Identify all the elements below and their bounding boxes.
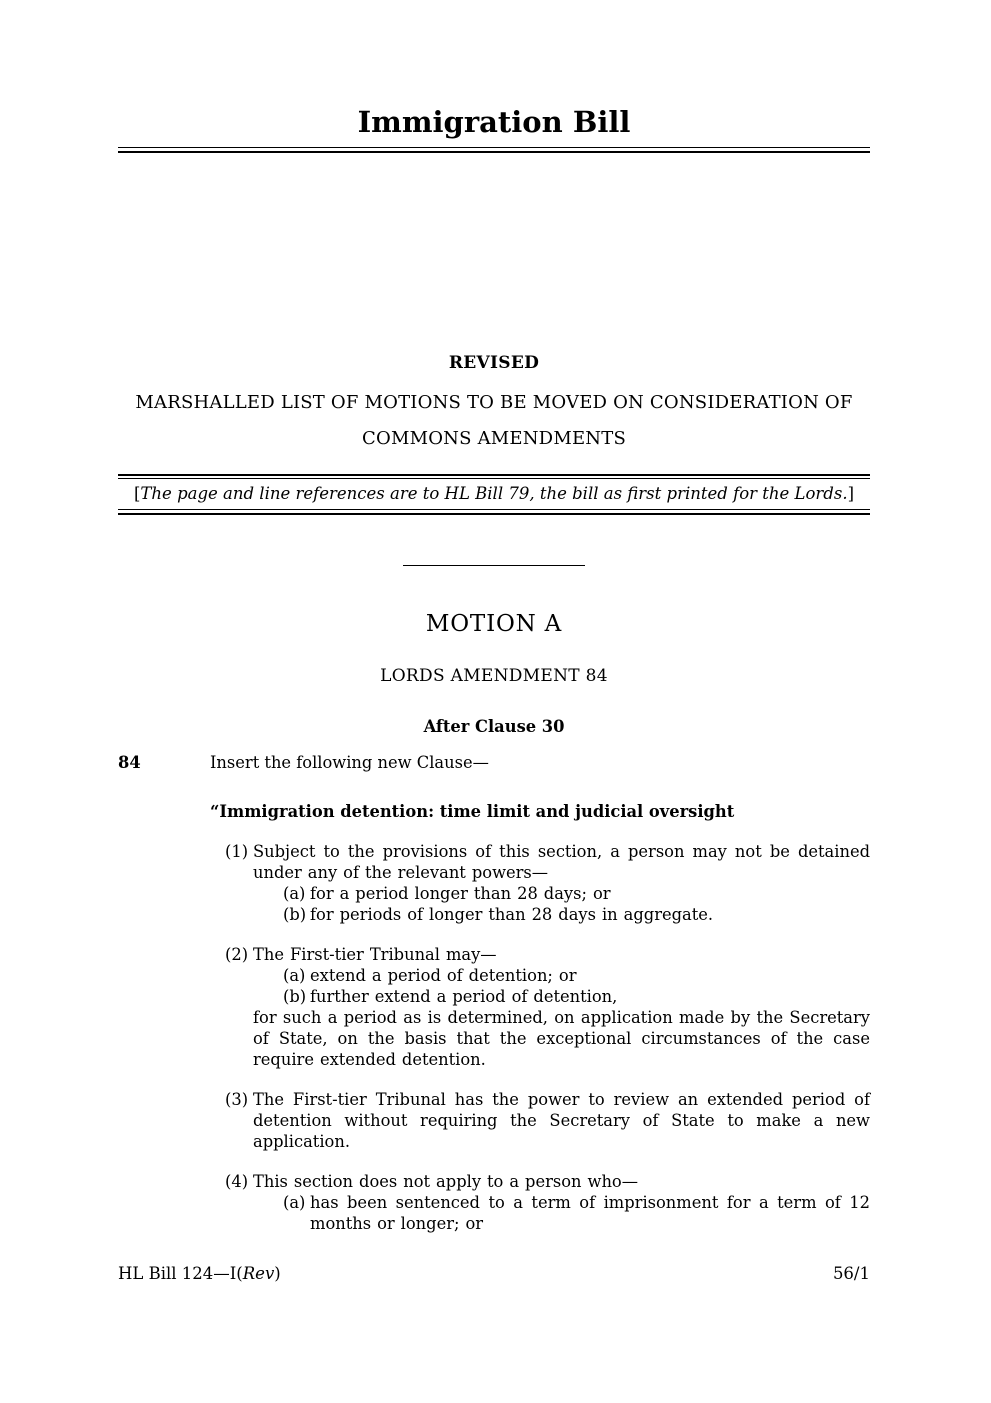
reference-open-bracket: [ [133, 484, 141, 503]
provision-subitem [253, 1192, 870, 1234]
provision-subitem [253, 965, 870, 986]
provision-text: This section does not apply to a person who— [253, 1171, 639, 1191]
subitem-letter: (a) [283, 883, 306, 903]
bill-reference-prefix: HL Bill 124—I( [118, 1264, 243, 1283]
document-subtitle [118, 385, 870, 457]
subtitle-line-2: COMMONS AMENDMENTS [362, 427, 626, 449]
provision-1 [118, 841, 870, 925]
clause-location-heading: After Clause 30 [423, 716, 565, 736]
page-serial-number: 56/1 [832, 1264, 870, 1283]
subitem-letter: (b) [283, 986, 307, 1006]
provisions-list [118, 841, 870, 1234]
amendment-line [118, 752, 870, 773]
title-double-rule [118, 147, 870, 153]
bill-reference-rev: Rev [242, 1264, 275, 1283]
subitem-letter: (b) [283, 904, 307, 924]
provision-subitem [253, 904, 870, 925]
page-footer [118, 1263, 870, 1284]
subtitle-line-1: MARSHALLED LIST OF MOTIONS TO BE MOVED ON CONSIDERATION OF [135, 391, 853, 413]
provision-text: The First-tier Tribunal may— [253, 944, 497, 964]
section-divider-rule [403, 565, 585, 566]
provision-number: (2) [225, 944, 249, 964]
provision-2 [118, 944, 870, 1070]
provision-4 [118, 1171, 870, 1234]
motion-subheading: LORDS AMENDMENT 84 [380, 665, 608, 686]
subitem-text: extend a period of detention; or [310, 965, 577, 985]
subitem-text: for a period longer than 28 days; or [310, 883, 611, 903]
reference-note-text: The page and line references are to HL Bill 79, the bill as first printed for the Lords. [140, 484, 848, 503]
bill-reference-suffix: ) [274, 1264, 281, 1283]
reference-box-bottom-rule [118, 509, 870, 515]
provision-continuation: for such a period as is determined, on application made by the Secretary of State, on the basis that the exceptional circumstances of the case require extended detention. [253, 1007, 870, 1069]
provision-3 [118, 1089, 870, 1152]
subitem-text: further extend a period of detention, [310, 986, 618, 1006]
provision-subitem [253, 986, 870, 1007]
new-clause-title: “Immigration detention: time limit and judicial oversight [210, 801, 735, 821]
provision-number: (4) [225, 1171, 249, 1191]
reference-note [118, 479, 870, 509]
subitem-letter: (a) [283, 965, 306, 985]
motion-heading: MOTION A [425, 610, 563, 637]
subitem-text: has been sentenced to a term of imprisonment for a term of 12 months or longer; or [310, 1192, 870, 1233]
subitem-letter: (a) [283, 1192, 306, 1212]
reference-note-box [118, 474, 870, 515]
provision-number: (3) [225, 1089, 249, 1109]
amendment-instruction: Insert the following new Clause— [210, 752, 489, 772]
provision-number: (1) [225, 841, 249, 861]
subitem-text: for periods of longer than 28 days in aggregate. [310, 904, 714, 924]
amendment-number: 84 [118, 752, 141, 772]
provision-text: Subject to the provisions of this section, a person may not be detained under any of the relevant powers— [253, 841, 870, 882]
document-title: Immigration Bill [357, 105, 631, 139]
provision-text: The First-tier Tribunal has the power to review an extended period of detention without requiring the Secretary of State to make a new application. [253, 1089, 870, 1151]
revised-label: REVISED [448, 352, 540, 373]
bill-reference [118, 1263, 281, 1284]
provision-subitem [253, 883, 870, 904]
reference-close-bracket: ] [847, 484, 855, 503]
